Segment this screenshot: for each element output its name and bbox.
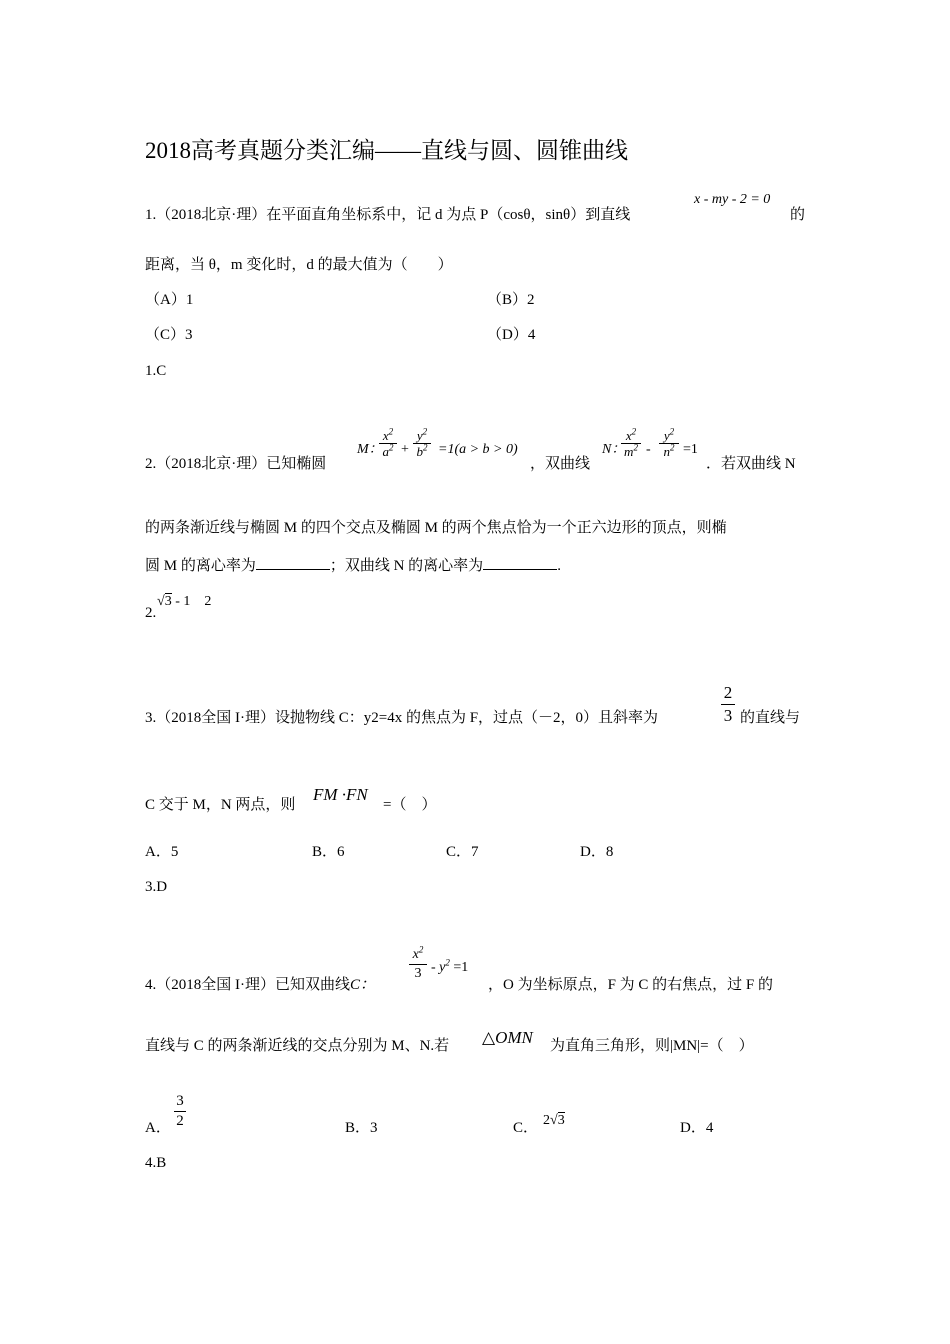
q1-option-b: （B）2 [487, 292, 535, 308]
q2-answer-prefix: 2. [145, 605, 157, 621]
q4-option-c-value: 2√3 [543, 1113, 565, 1128]
q4-hyperbola-rest: - $y^2 =1$ [431, 957, 469, 975]
q1-option-d: （D）4 [487, 327, 536, 343]
q4-stem-line1-tail: ，O 为坐标原点，F 为 C 的右焦点，过 F 的 [488, 977, 774, 993]
q2-blank-1 [256, 555, 330, 570]
q2-hyperbola-eq: =1 [683, 442, 698, 457]
q2-ellipse-condition: =1(a > b > 0) [438, 442, 518, 457]
q3-option-a: A．5 [145, 844, 179, 860]
q2-ellipse-plus: + [401, 442, 409, 457]
q2-hyperbola-frac-x: $x^2$ $m^2$ [621, 428, 641, 459]
q3-stem-line2: C 交于 M，N 两点，则 [145, 797, 296, 813]
q2-hyperbola-frac-y: $y^2$ $n^2$ [659, 428, 679, 459]
q1-stem-line1: 1.（2018北京·理）在平面直角坐标系中，记 d 为点 P（cosθ，sinθ）到直线 [145, 207, 631, 223]
q2-hyperbola-minus: - [646, 442, 651, 457]
q4-option-a-label: A． [145, 1120, 171, 1136]
q1-line-formula: x - my - 2 = 0 [694, 192, 771, 207]
q4-stem-line2-tail: 为直角三角形，则|MN|=（ ） [550, 1038, 754, 1054]
q2-stem-line2: 的两条渐近线与椭圆 M 的四个交点及椭圆 M 的两个焦点恰为一个正六边形的顶点，则椭 [145, 520, 727, 536]
q4-hyperbola-fraction: $x^2$ 3 [409, 946, 427, 983]
q2-ellipse-lead: M： [357, 442, 383, 457]
q4-option-d: D．4 [680, 1120, 714, 1136]
q4-stem-line2: 直线与 C 的两条渐近线的交点分别为 M、N.若 [145, 1038, 450, 1054]
q2-ellipse-frac-y: $y^2$ $b^2$ [413, 428, 431, 459]
q2-stem-hyperbola-label: ，双曲线 [530, 456, 591, 472]
q2-stem-line3: 圆 M 的离心率为 ；双曲线 N 的离心率为 . [145, 555, 561, 576]
q3-answer: 3.D [145, 879, 168, 895]
sqrt-icon: √ [157, 594, 165, 609]
q3-stem-line1: 3.（2018全国 I·理）设抛物线 C：y2=4x 的焦点为 F，过点（－2，0）且斜率为 [145, 710, 659, 726]
q3-stem-line2-tail: =（ ） [383, 797, 437, 813]
q2-hyperbola-lead: N： [602, 442, 626, 457]
q1-option-a: （A）1 [145, 292, 194, 308]
q4-option-c-label: C． [513, 1120, 539, 1136]
q4-stem-line1: 4.（2018全国 I·理）已知双曲线C： [145, 977, 376, 993]
q1-stem-de: 的 [790, 207, 806, 223]
q3-vector-product: FM ·FN [313, 785, 368, 804]
q2-blank-2 [483, 555, 557, 570]
q3-option-d: D．8 [580, 844, 614, 860]
q4-option-b: B．3 [345, 1120, 378, 1136]
q2-answer-value: √3 - 1 2 [157, 594, 212, 609]
q1-option-c: （C）3 [145, 327, 193, 343]
q3-option-c: C．7 [446, 844, 479, 860]
q3-stem-line1-tail: 的直线与 [740, 710, 801, 726]
q4-option-a-fraction: 3 2 [174, 1092, 186, 1131]
q2-ellipse-frac-x: $x^2$ $a^2$ [379, 428, 397, 459]
sqrt-icon: √ [550, 1113, 558, 1128]
page-title: 2018高考真题分类汇编——直线与圆、圆锥曲线 [145, 138, 628, 163]
q1-stem-line2: 距离，当 θ，m 变化时，d 的最大值为（ ） [145, 257, 453, 273]
q2-stem-line1-tail: ．若双曲线 N [706, 456, 796, 472]
q2-stem-line1: 2.（2018北京·理）已知椭圆 [145, 456, 327, 472]
q1-answer: 1.C [145, 363, 167, 379]
q4-answer: 4.B [145, 1155, 167, 1171]
q4-triangle-omn: △OMN [482, 1028, 533, 1047]
q3-slope-fraction: 2 3 [721, 682, 735, 727]
q3-option-b: B．6 [312, 844, 345, 860]
